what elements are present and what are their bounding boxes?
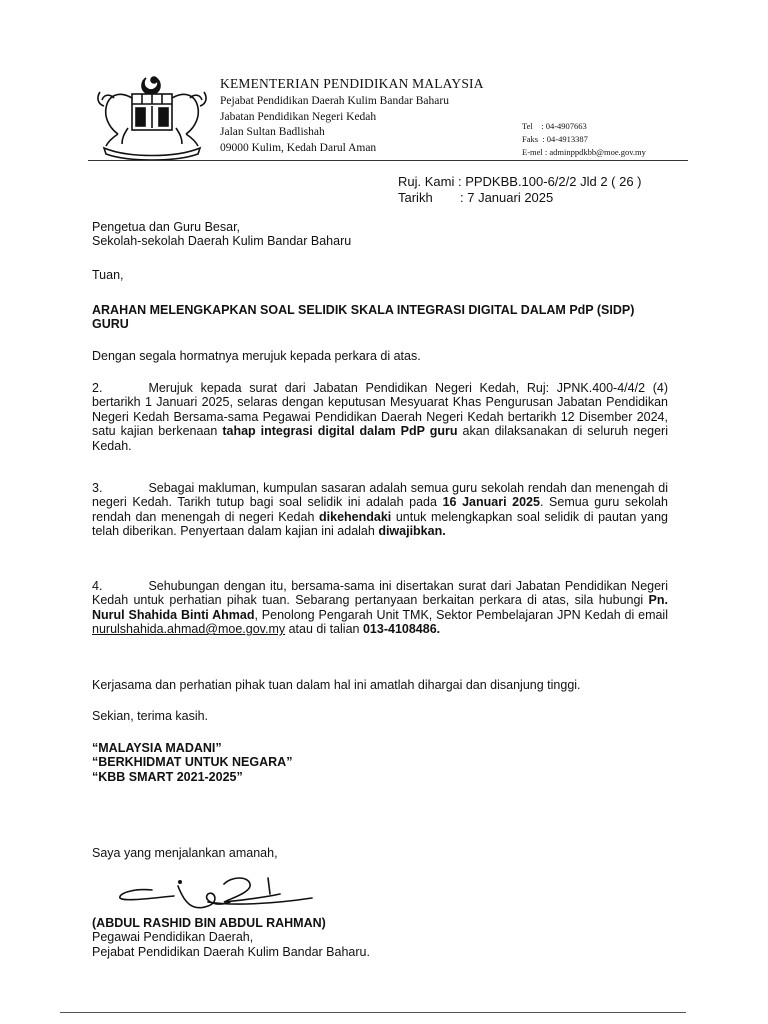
paragraph-bold: tahap integrasi digital dalam PdP guru bbox=[222, 424, 458, 439]
motto-block bbox=[92, 741, 668, 784]
ref-label: Ruj. Kami : bbox=[398, 174, 462, 189]
motto-line: “MALAYSIA MADANI” bbox=[92, 741, 222, 755]
office-line-2: Jabatan Pendidikan Negeri Kedah bbox=[220, 110, 377, 123]
paragraph-text: Sehubungan dengan itu, bersama-sama ini disertakan surat dari Jabatan Pendidikan Negeri Kedah untuk perhatian pihak tuan. Sebarang pertanyaan berkaitan perkara di atas, sila hubungi bbox=[92, 579, 668, 608]
paragraph-number: 2. bbox=[92, 381, 103, 395]
email-line: E-mel : adminppdkbb@moe.gov.my bbox=[522, 147, 646, 157]
letterhead-divider bbox=[88, 160, 688, 161]
paragraph-text: Merujuk kepada surat dari Jabatan Pendidikan Negeri Kedah, Ruj: JPNK.400-4/4/2 (4) bertarikh 1 Januari 2025, selaras dengan keputusan Mesyuarat Khas Pengurusan Jabatan Pendidikan Negeri Kedah Bersama-sama Pegawai Pendidikan Daerah Negeri Kedah bertarikh 12 Disember 2024, satu kajian berkenaan bbox=[92, 381, 668, 439]
contact-block bbox=[522, 120, 646, 159]
address-line-2: 09000 Kulim, Kedah Darul Aman bbox=[220, 141, 377, 154]
closing-line-1: Kerjasama dan perhatian pihak tuan dalam hal ini amatlah dihargai dan disanjung tinggi. bbox=[92, 678, 581, 692]
recipient-line-1: Pengetua dan Guru Besar, bbox=[92, 220, 241, 234]
paragraph-text: , Penolong Pengarah Unit TMK, Sektor Pembelajaran JPN Kedah di email bbox=[254, 607, 668, 622]
signoff-line: Saya yang menjalankan amanah, bbox=[92, 846, 278, 860]
paragraph-bold: 013-4108486. bbox=[362, 622, 441, 637]
recipient-block bbox=[92, 220, 668, 249]
motto-line: “BERKHIDMAT UNTUK NEGARA” bbox=[92, 755, 293, 770]
reference-block bbox=[398, 174, 642, 206]
paragraph-2 bbox=[92, 381, 668, 453]
paragraph-text: atau di talian bbox=[285, 622, 363, 637]
organization-block bbox=[220, 76, 484, 156]
signatory-block bbox=[92, 916, 668, 959]
paragraph-number: 3. bbox=[92, 481, 103, 495]
signatory-name: (ABDUL RASHID BIN ABDUL RAHMAN) bbox=[92, 916, 326, 930]
signatory-title: Pegawai Pendidikan Daerah, bbox=[92, 930, 254, 945]
paragraph-3 bbox=[92, 481, 668, 539]
paragraph-4 bbox=[92, 579, 668, 637]
contact-email-link[interactable]: nurulshahida.ahmad@moe.gov.my bbox=[92, 622, 286, 637]
paragraph-text: untuk melengkapkan soal selidik di pautan yang telah diberikan. Penyertaan dalam kajian ini adalah bbox=[92, 509, 669, 539]
subject-heading: ARAHAN MELENGKAPKAN SOAL SELIDIK SKALA INTEGRASI DIGITAL DALAM PdP (SIDP) GURU bbox=[92, 303, 635, 332]
fax-line: Faks : 04-4913387 bbox=[522, 134, 588, 144]
signatory-office: Pejabat Pendidikan Daerah Kulim Bandar Baharu. bbox=[92, 944, 370, 959]
opening-line: Dengan segala hormatnya merujuk kepada perkara di atas. bbox=[92, 349, 421, 363]
malaysia-coat-of-arms-icon bbox=[88, 68, 216, 160]
paragraph-bold: dikehendaki bbox=[319, 509, 392, 524]
letterhead bbox=[88, 68, 688, 164]
paragraph-number: 4. bbox=[92, 579, 103, 593]
tel-line: Tel : 04-4907663 bbox=[522, 121, 587, 131]
footer-divider bbox=[60, 1012, 686, 1013]
ref-value: PPDKBB.100-6/2/2 Jld 2 ( 26 ) bbox=[465, 174, 642, 189]
office-line-1: Pejabat Pendidikan Daerah Kulim Bandar Baharu bbox=[220, 95, 449, 107]
paragraph-bold: 16 Januari 2025 bbox=[442, 495, 540, 510]
paragraph-bold: Pn. Nurul Shahida Binti Ahmad bbox=[92, 593, 668, 622]
recipient-line-2: Sekolah-sekolah Daerah Kulim Bandar Baharu bbox=[92, 234, 352, 249]
salutation: Tuan, bbox=[92, 268, 124, 282]
closing-line-2: Sekian, terima kasih. bbox=[92, 709, 209, 723]
paragraph-bold: diwajibkan. bbox=[378, 524, 446, 539]
date-value: : 7 Januari 2025 bbox=[460, 190, 554, 205]
paragraph-text: akan dilaksanakan di seluruh negeri Kedah. bbox=[92, 424, 668, 453]
address-line-1: Jalan Sultan Badlishah bbox=[220, 126, 325, 138]
date-label: Tarikh bbox=[398, 190, 433, 205]
motto-line: “KBB SMART 2021-2025” bbox=[92, 769, 243, 784]
paragraph-text: Sebagai makluman, kumpulan sasaran adalah semua guru sekolah rendah dan menengah di negeri Kedah. Tarikh tutup bagi soal selidik ini adalah pada bbox=[92, 481, 668, 510]
ministry-name: KEMENTERIAN PENDIDIKAN MALAYSIA bbox=[220, 76, 484, 91]
paragraph-text: . Semua guru sekolah rendah dan menengah di negeri Kedah bbox=[92, 495, 668, 524]
